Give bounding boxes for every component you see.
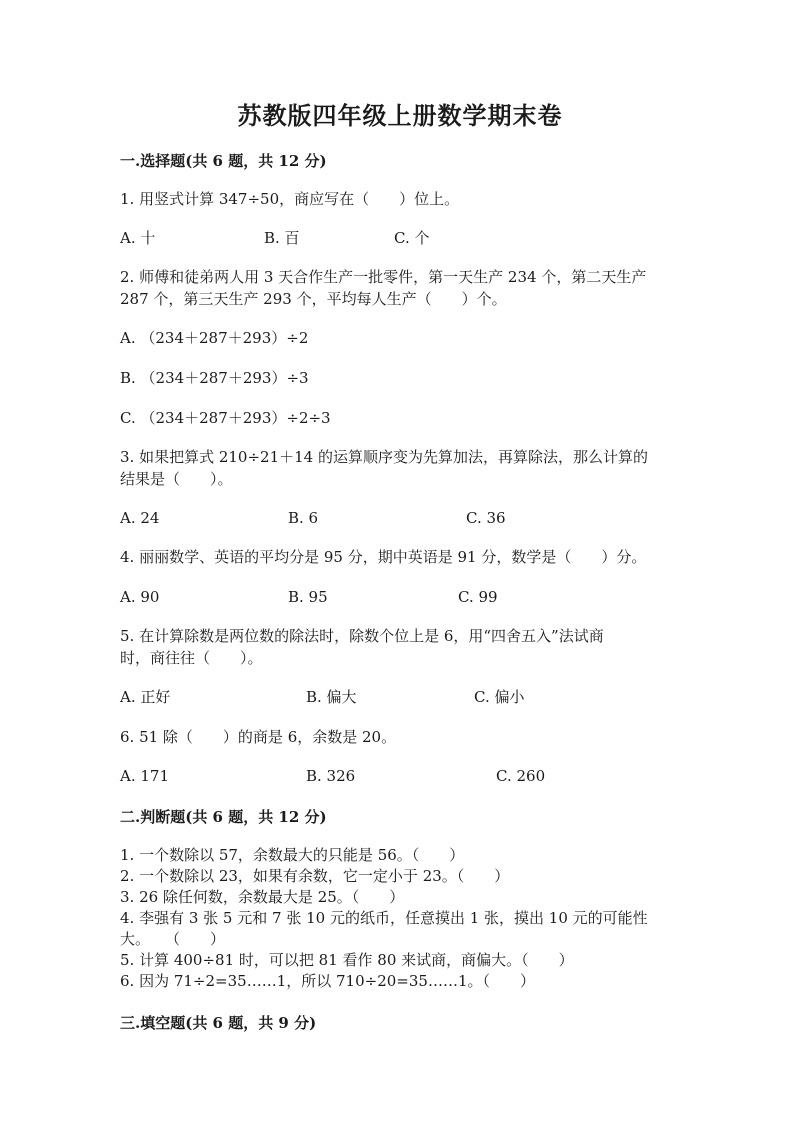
option-3c: C. 36 xyxy=(466,509,506,527)
question-line: 2. 师傅和徒弟两人用 3 天合作生产一批零件，第一天生产 234 个，第二天生产 xyxy=(120,268,647,286)
judge-line-1: 1. 一个数除以 57，余数最大的只能是 56。（ ） xyxy=(120,846,465,864)
question-4 xyxy=(120,546,680,568)
question-line: 5. 在计算除数是两位数的除法时，除数个位上是 6，用“四舍五入”法试商 xyxy=(120,627,604,645)
judge-line-4: 4. 李强有 3 张 5 元和 7 张 10 元的纸币，任意摸出 1 张，摸出 10 元的可能性 xyxy=(120,909,648,927)
judge-line-4-cont: 大。 （ ） xyxy=(120,930,226,948)
question-line: 287 个，第三天生产 293 个，平均每人生产（ ）个。 xyxy=(120,290,507,308)
option-1c: C. 个 xyxy=(394,229,430,247)
option-5b: B. 偏大 xyxy=(306,688,357,706)
option-1b: B. 百 xyxy=(264,229,300,247)
question-line: 4. 丽丽数学、英语的平均分是 95 分，期中英语是 91 分，数学是（ ）分。 xyxy=(120,548,647,566)
option-6b: B. 326 xyxy=(306,767,356,785)
option-4b: B. 95 xyxy=(288,588,328,606)
option-6a: A. 171 xyxy=(120,767,169,785)
question-line: 时，商往往（ ）。 xyxy=(120,649,263,667)
judge-line-2: 2. 一个数除以 23，如果有余数，它一定小于 23。（ ） xyxy=(120,867,510,885)
section-heading-choice: 一.选择题(共 6 题，共 12 分) xyxy=(120,152,327,170)
question-line: 6. 51 除（ ）的商是 6，余数是 20。 xyxy=(120,728,397,746)
judge-line-5: 5. 计算 400÷81 时，可以把 81 看作 80 来试商，商偏大。（ ） xyxy=(120,951,574,969)
option-2c: C. （234＋287＋293）÷2÷3 xyxy=(120,409,331,427)
option-2b: B. （234＋287＋293）÷3 xyxy=(120,369,309,387)
option-3b: B. 6 xyxy=(288,509,319,527)
question-6 xyxy=(120,726,680,748)
option-2a: A. （234＋287＋293）÷2 xyxy=(120,329,309,347)
option-4a: A. 90 xyxy=(120,588,160,606)
option-6c: C. 260 xyxy=(496,767,546,785)
question-3 xyxy=(120,446,680,490)
option-5a: A. 正好 xyxy=(120,688,171,706)
question-line: 3. 如果把算式 210÷21＋14 的运算顺序变为先算加法，再算除法，那么计算的 xyxy=(120,448,648,466)
option-5c: C. 偏小 xyxy=(474,688,525,706)
option-3a: A. 24 xyxy=(120,509,160,527)
judge-line-6: 6. 因为 71÷2=35……1，所以 710÷20=35……1。（ ） xyxy=(120,972,535,990)
section-heading-fill: 三.填空题(共 6 题，共 9 分) xyxy=(120,1014,317,1032)
question-line: 结果是（ ）。 xyxy=(120,470,233,488)
section-heading-judge: 二.判断题(共 6 题，共 12 分) xyxy=(120,808,327,826)
judge-line-3: 3. 26 除任何数，余数最大是 25。（ ） xyxy=(120,888,405,906)
option-1a: A. 十 xyxy=(120,229,156,247)
page-title: 苏教版四年级上册数学期末卷 xyxy=(237,101,563,130)
question-line: 1. 用竖式计算 347÷50，商应写在（ ）位上。 xyxy=(120,190,460,208)
question-5 xyxy=(120,625,680,669)
question-2 xyxy=(120,266,680,310)
question-1 xyxy=(120,188,680,210)
option-4c: C. 99 xyxy=(458,588,498,606)
